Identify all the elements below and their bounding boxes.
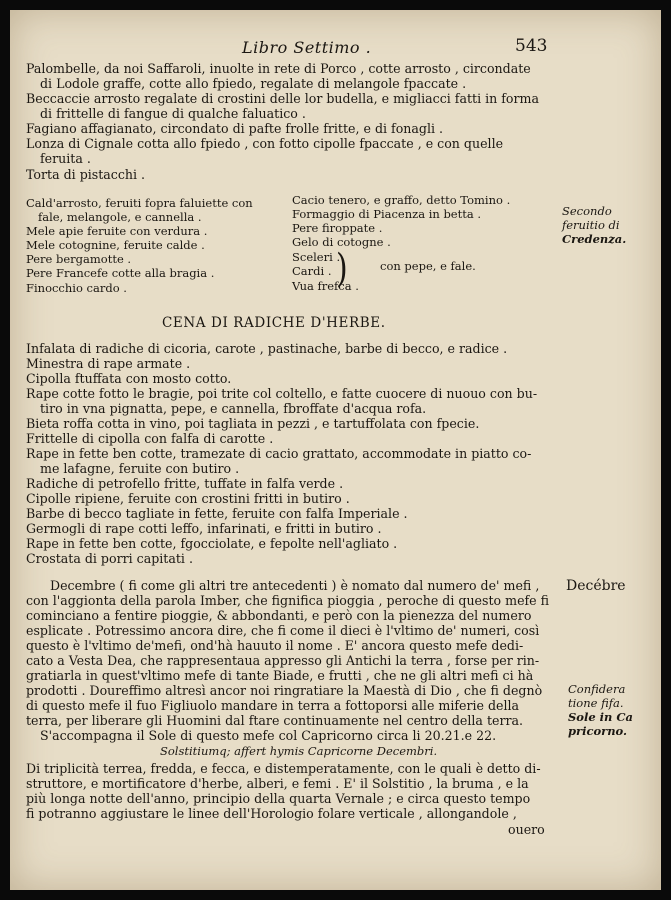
recipe-line: Cipolle ripiene, feruite con crostini fritti in butiro . [26,491,350,506]
para-line: prodotti . Doureffimo altresì ancor noi ringratiare la Maestà di Dio , che fi degnò [26,683,543,698]
recipe-line: Bieta roffa cotta in vino, poi tagliata in pezzi , e tartuffolata con fpecie. [26,416,480,431]
margin-note-line: feruitio di [562,218,620,232]
margin-note-line: Secondo [562,204,612,218]
para-line: Decembre ( fi come gli altri tre antecedenti ) è nomato dal numero de' mefi , [50,578,540,593]
latin-verse: Solstitiumq; affert hymis Capricorne Decembri. [160,744,438,758]
recipe-line: Crostata di porri capitati . [26,551,193,566]
text-line: Torta di pistacchi . [26,167,146,182]
text-line: Lonza di Cignale cotta allo fpiedo , con fotto cipolle fpaccate , e con quelle [26,136,504,151]
recipe-line: Frittelle di cipolla con falfa di carotte . [26,431,274,446]
recipe-line: Rape cotte fotto le bragie, poi trite col coltello, e fatte cuocere di nuouo con bu- [26,386,538,401]
left-col-item: Mele cotognine, feruite calde . [26,238,205,252]
margin-note-line: tione fifa. [568,696,624,710]
margin-note-line: Credenza. [562,232,627,246]
para-line: di questo mefe il fuo Figliuolo mandare in terra a fottoporsi alle miferie della [26,698,520,713]
right-col-item: Gelo di cotogne . [292,235,391,249]
section-title: CENA DI RADICHE D'HERBE. [162,315,386,331]
para-line: fi potranno aggiustare le linee dell'Horologio folare verticale , allongandole , [26,806,517,821]
book-page [10,10,661,890]
recipe-line: Barbe di becco tagliate in fette, feruite con falfa Imperiale . [26,506,408,521]
para-line: cato a Vesta Dea, che rappresentaua appresso gli Antichi la terra , forse per rin- [26,653,540,668]
para-line: struttore, e mortificatore d'herbe, alberi, e femi . E' il Solstitio , la bruma , e la [26,776,529,791]
left-col-item: Pere Francefe cotte alla bragia . [26,266,215,280]
text-line: di frittelle di fangue di qualche faluatico . [40,106,306,121]
para-line: questo è l'vltimo de'mefi, ond'hà hauuto il nome . E' ancora questo mefe dedi- [26,638,524,653]
brace-glyph: ) [336,246,348,293]
margin-note-line: Confidera [568,682,626,696]
para-line: con l'aggionta della parola Imber, che fignifica pioggia , peroche di questo mefe fi [26,593,550,608]
right-col-item: Cardi . [292,264,332,278]
recipe-line: Radiche di petrofello fritte, tuffate in falfa verde . [26,476,344,491]
right-col-item: Formaggio di Piacenza in betta . [292,207,482,221]
left-col-item: Finocchio cardo . [26,281,127,295]
right-col-item: Vua frefca . [292,279,359,293]
left-col-item: fale, melangole, e cannella . [38,210,202,224]
running-head: Libro Settimo . [242,38,372,57]
para-line: S'accompagna il Sole di questo mefe col Capricorno circa li 20.21.e 22. [40,728,497,743]
para-line: gratiarla in quest'vltimo mefe di tante Biade, e frutti , che ne gli altri mefi ci hà [26,668,534,683]
recipe-line: Infalata di radiche di cicoria, carote , pastinache, barbe di becco, e radice . [26,341,508,356]
recipe-line: Rape in fette ben cotte, tramezate di cacio grattato, accommodate in piatto co- [26,446,532,461]
para-line: cominciano a fentire pioggie, & abbondanti, e però con la pienezza del numero [26,608,532,623]
brace-note: con pepe, e fale. [380,259,476,273]
right-col-item: Pere firoppate . [292,221,383,235]
text-line: Palombelle, da noi Saffaroli, inuolte in rete di Porco , cotte arrosto , circondate [26,61,531,76]
recipe-line: tiro in vna pignatta, pepe, e cannella, fbroffate d'acqua rofa. [40,401,427,416]
catchword: ouero [508,822,545,837]
text-line: feruita . [40,151,91,166]
para-line: terra, per liberare gli Huomini dal ftare continuamente nel centro della terra. [26,713,524,728]
margin-note-line: pricorno. [568,724,628,738]
para-line: Di triplicità terrea, fredda, e fecca, e distemperatamente, con le quali è detto di- [26,761,541,776]
recipe-line: Cipolla ftuffata con mosto cotto. [26,371,232,386]
right-col-item: Cacio tenero, e graffo, detto Tomino . [292,193,511,207]
left-col-item: Cald'arrosto, feruiti fopra faluiette con [26,196,253,210]
text-line: di Lodole graffe, cotte allo fpiedo, regalate di melangole fpaccate . [40,76,467,91]
margin-note-line: Sole in Ca [568,710,634,724]
para-line: esplicate . Potressimo ancora dire, che fi come il dieci è l'vltimo de' numeri, così [26,623,540,638]
recipe-line: me lafagne, feruite con butiro . [40,461,240,476]
text-line: Beccaccie arrosto regalate di crostini delle lor budella, e migliacci fatti in forma [26,91,539,106]
recipe-line: Rape in fette ben cotte, fgocciolate, e fepolte nell'agliato . [26,536,398,551]
para-line: più longa notte dell'anno, principio della quarta Vernale ; e circa questo tempo [26,791,531,806]
left-col-item: Mele apie feruite con verdura . [26,224,208,238]
recipe-line: Germogli di rape cotti leffo, infarinati, e fritti in butiro . [26,521,382,536]
margin-note-month: Decébre [566,578,626,594]
recipe-line: Minestra di rape armate . [26,356,191,371]
text-line: Fagiano affagianato, circondato di pafte frolle fritte, e di fonagli . [26,121,444,136]
right-col-item: Sceleri . [292,250,341,264]
left-col-item: Pere bergamotte . [26,252,132,266]
page-number: 543 [515,36,548,56]
